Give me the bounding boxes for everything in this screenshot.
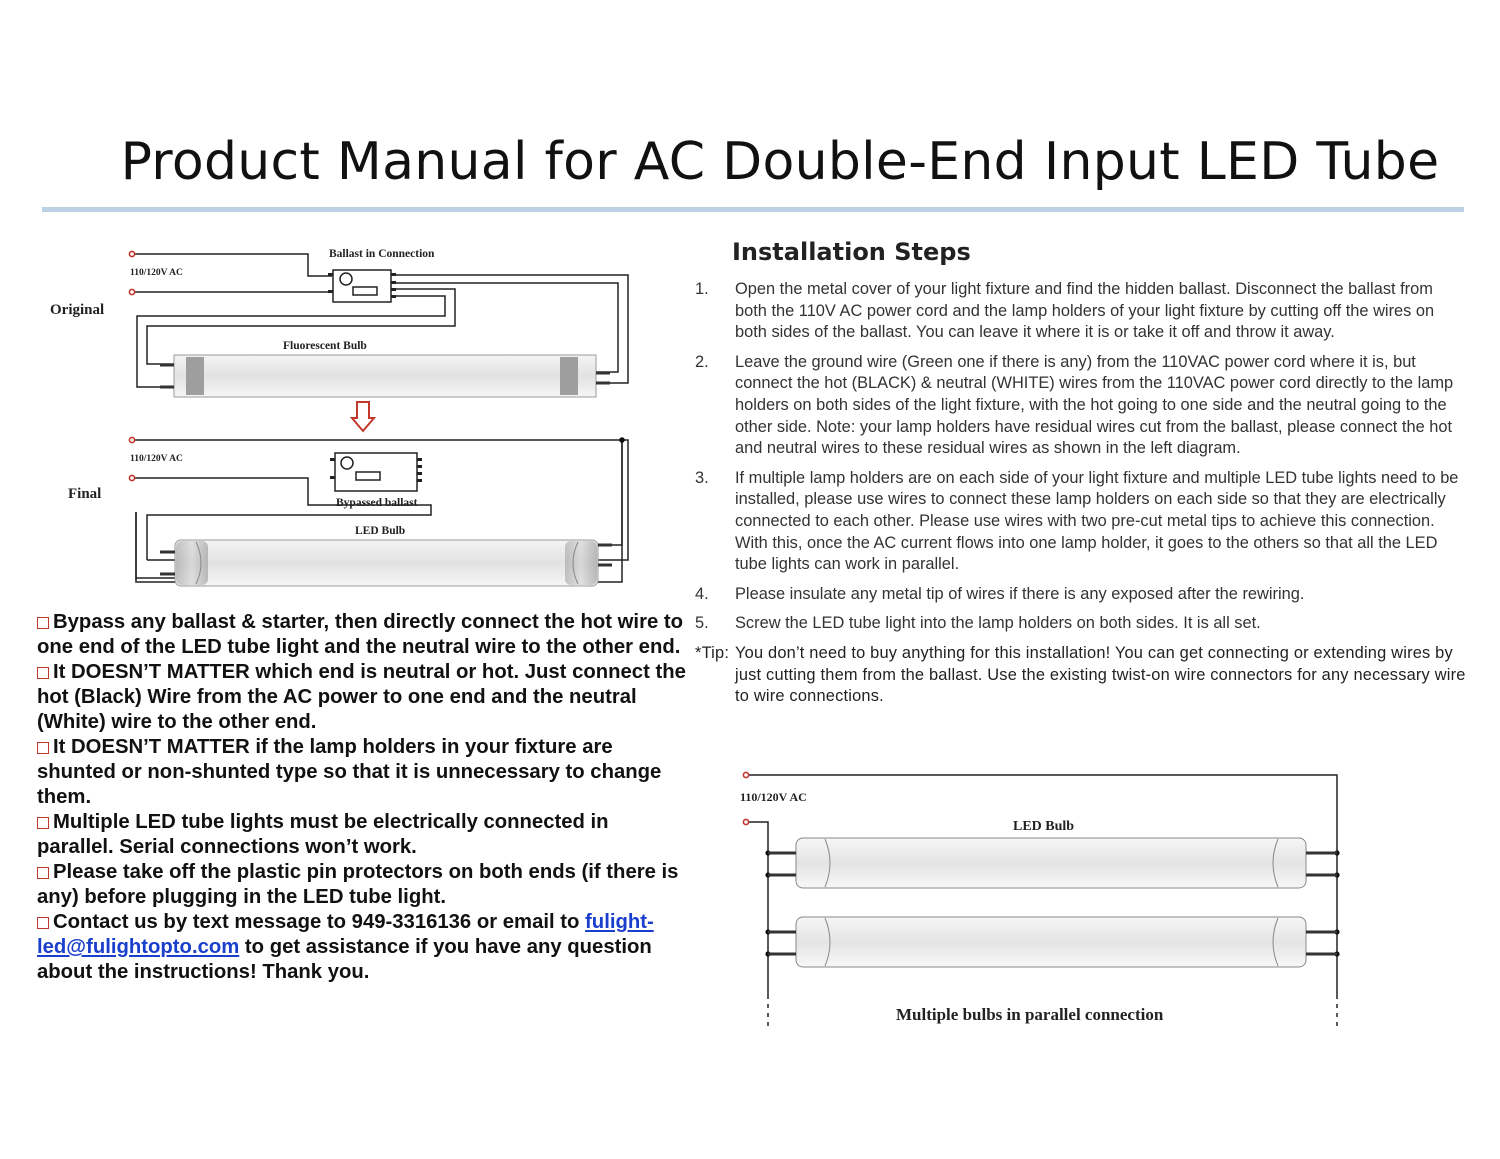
note-item: Contact us by text message to 949-3316136 or email to fulight-led@fulightopto.com to get assistance if you have any question about the instructions! Thank you. (37, 911, 654, 983)
parallel-connection-diagram (730, 755, 1350, 1045)
led-bulb-label: LED Bulb (355, 525, 406, 537)
ac-label-final: 110/120V AC (130, 454, 183, 464)
tip-note: *Tip: You don’t need to buy anything for this installation! You can get connecting or extending wires by just cutting them from the ballast. Use the existing twist-on wire connectors for any necessary wire to wire connections. (695, 643, 1466, 706)
step-item: 1. Open the metal cover of your light fixture and find the hidden ballast. Disconnect the ballast from both the 110V AC power cord and the lamp holders of your light fixture by cutting off the wires on both sides of the ballast. You can leave it where it is or take it off and throw it away. (695, 280, 1435, 342)
checkbox-icon (37, 667, 49, 679)
wire (598, 440, 622, 545)
step-item: 2. Leave the ground wire (Green one if there is any) from the 110VAC power cord where it is, but connect the hot (BLACK) & neutral (WHITE) wires from the 110VAC power cord directly to the lamp holders on both sides of the light fixture, with the hot going to one side and the neutral going to the other side. Note: your lamp holders have residual wires cut from the ballast, please connect the hot and neutral wires to these residual wires as shown in the left diagram. (695, 352, 1454, 458)
final-label: Final (68, 486, 102, 502)
email-link[interactable]: fulight-led@fulightopto.com (37, 911, 654, 958)
parallel-caption: Multiple bulbs in parallel connection (896, 1005, 1164, 1024)
led-bulb (160, 540, 612, 586)
bypassed-label: Bypassed ballast (336, 497, 418, 509)
led-bulb-label: LED Bulb (1013, 819, 1075, 834)
led-bulb (768, 917, 1337, 967)
step-item: 5. Screw the LED tube light into the lamp holders on both sides. It is all set. (695, 614, 1261, 633)
wire (147, 289, 455, 364)
note-item: It DOESN’T MATTER which end is neutral or hot. Just connect the hot (Black) Wire from the AC power to one end and the neutral (White) wire to the other end. (37, 661, 686, 733)
checkbox-icon (37, 617, 49, 629)
terminal (743, 772, 748, 777)
wire (598, 440, 628, 560)
step-item: 4. Please insulate any metal tip of wires if there is any exposed after the rewiring. (695, 584, 1305, 603)
junction-dot (619, 437, 625, 443)
down-arrow-icon (352, 402, 374, 431)
fluorescent-label: Fluorescent Bulb (283, 340, 367, 352)
ac-label: 110/120V AC (130, 268, 183, 278)
ac-label: 110/120V AC (740, 790, 807, 804)
wiring-diagram-original-final (0, 0, 700, 600)
installation-heading: Installation Steps (732, 238, 971, 266)
checkbox-icon (37, 917, 49, 929)
terminal (129, 251, 134, 256)
terminal (129, 437, 134, 442)
original-label: Original (50, 302, 105, 318)
note-item: It DOESN’T MATTER if the lamp holders in your fixture are shunted or non-shunted type so that it is unnecessary to change them. (37, 736, 662, 808)
bypass-notes (37, 610, 687, 985)
terminal (743, 819, 748, 824)
ballast-label: Ballast in Connection (329, 248, 435, 260)
note-item: Bypass any ballast & starter, then directly connect the hot wire to one end of the LED tube light and the neutral wire to the other end. (37, 611, 684, 658)
installation-steps (695, 279, 1467, 708)
checkbox-icon (37, 867, 49, 879)
fluorescent-bulb (160, 355, 610, 397)
terminal (129, 289, 134, 294)
checkbox-icon (37, 742, 49, 754)
step-item: 3. If multiple lamp holders are on each side of your light fixture and multiple LED tube lights need to be installed, please use wires to connect these lamp holders on each side so that they are electrically connected to each other. Please use wires with two pre-cut metal tips to achieve this connection. With this, once the AC current flows into one lamp holder, it goes to the others so that all the LED tube lights can work in parallel. (695, 468, 1459, 574)
terminal (129, 475, 134, 480)
note-item: Multiple LED tube lights must be electrically connected in parallel. Serial connections won’t work. (37, 811, 609, 858)
note-item: Please take off the plastic pin protectors on both ends (if there is any) before plugging in the LED tube light. (37, 861, 679, 908)
page-title: Product Manual for AC Double-End Input LED Tube (120, 132, 1440, 192)
bypassed-ballast-box (330, 453, 422, 491)
wire (746, 822, 768, 995)
led-bulb (768, 838, 1337, 888)
ballast-box (328, 270, 396, 302)
checkbox-icon (37, 817, 49, 829)
